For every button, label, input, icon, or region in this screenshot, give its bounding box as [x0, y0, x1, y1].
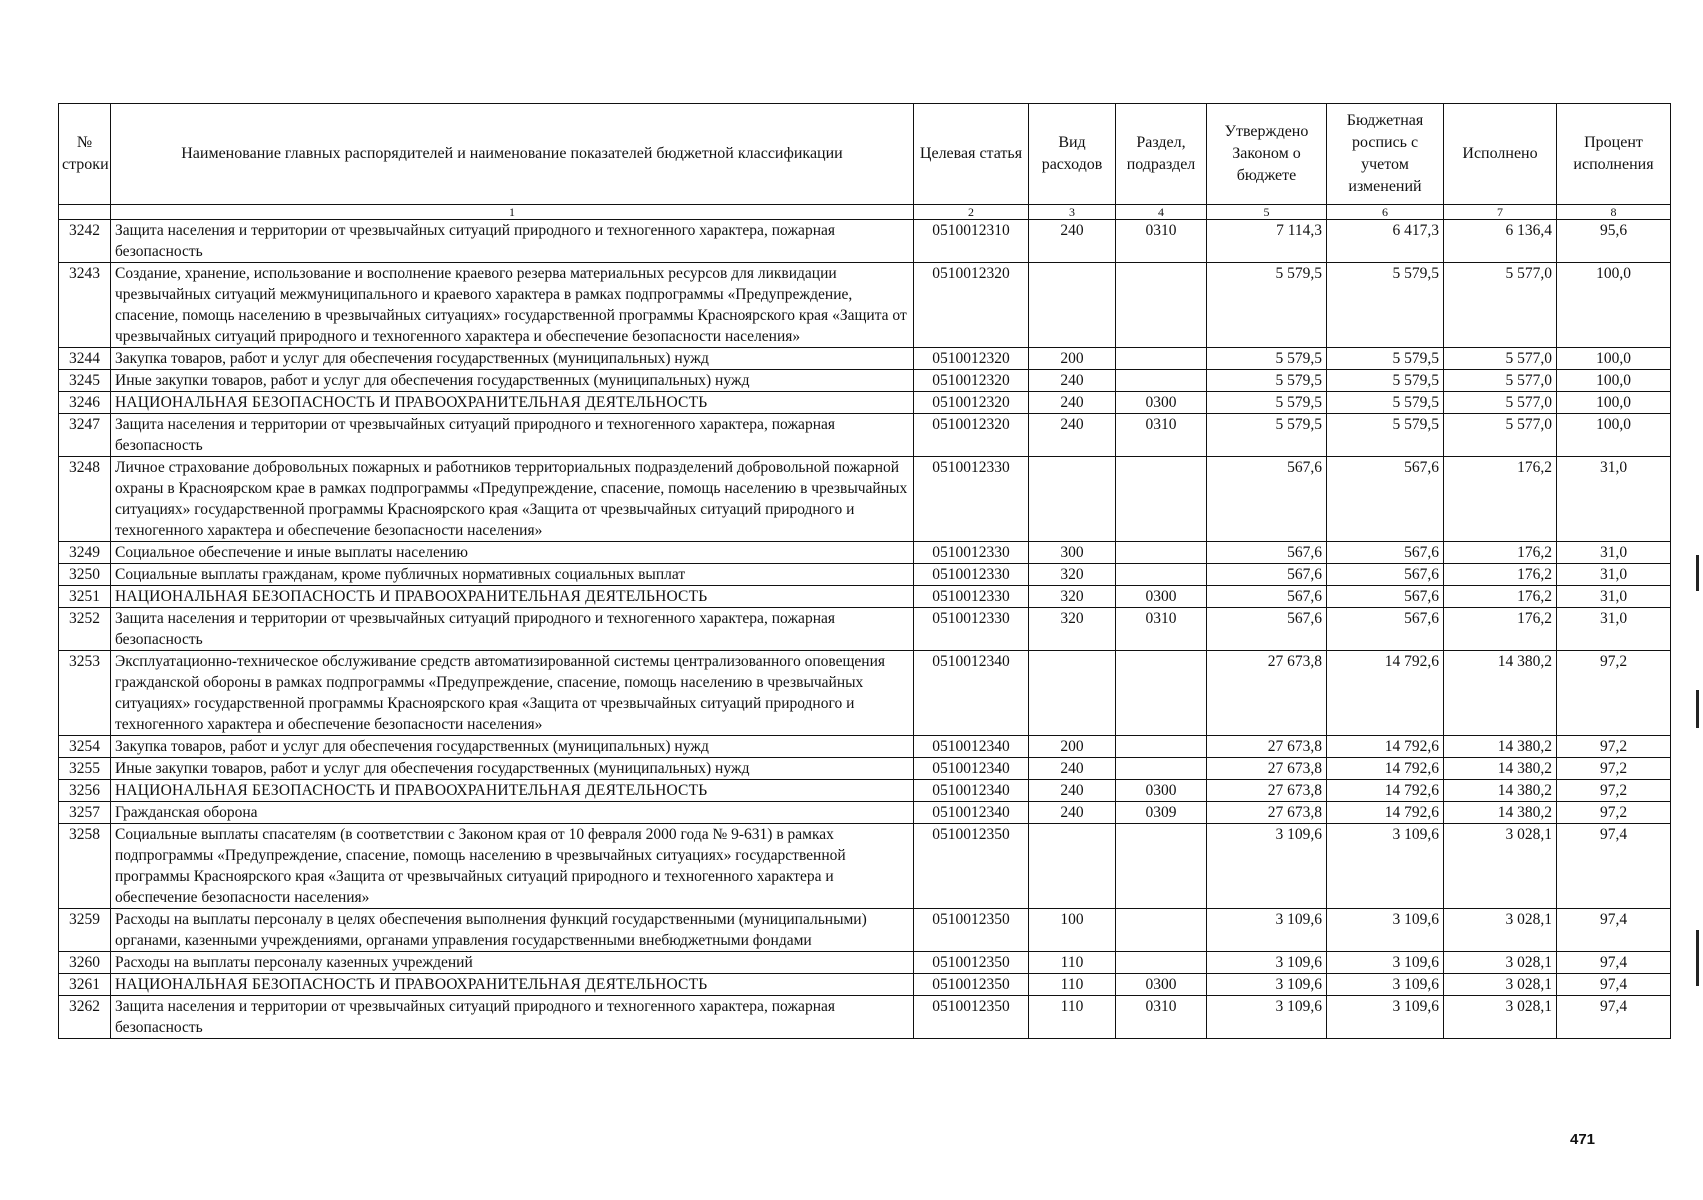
executed-amount: 3 028,1 — [1444, 909, 1557, 952]
table-row — [59, 370, 1671, 392]
row-number: 3244 — [59, 348, 111, 370]
indicator-name: НАЦИОНАЛЬНАЯ БЕЗОПАСНОСТЬ И ПРАВООХРАНИТЕЛЬНАЯ ДЕЯТЕЛЬНОСТЬ — [111, 974, 914, 996]
section-code — [1116, 736, 1207, 758]
target-article: 0510012330 — [914, 457, 1029, 542]
budget-amount: 3 109,6 — [1327, 974, 1444, 996]
section-code — [1116, 952, 1207, 974]
table-row — [59, 780, 1671, 802]
execution-percent: 31,0 — [1557, 608, 1671, 651]
scan-edge-mark — [1696, 690, 1699, 728]
section-code — [1116, 457, 1207, 542]
row-number: 3254 — [59, 736, 111, 758]
row-number: 3243 — [59, 263, 111, 348]
indicator-name: Защита населения и территории от чрезвычайных ситуаций природного и техногенного характера, пожарная безопасность — [111, 608, 914, 651]
header-section: Раздел, подраздел — [1116, 104, 1207, 205]
budget-amount: 567,6 — [1327, 457, 1444, 542]
column-number-row — [59, 205, 1671, 220]
expense-type: 240 — [1029, 758, 1116, 780]
target-article: 0510012350 — [914, 996, 1029, 1039]
approved-amount: 567,6 — [1207, 457, 1327, 542]
section-code: 0310 — [1116, 414, 1207, 457]
column-number: 4 — [1116, 205, 1207, 220]
execution-percent: 31,0 — [1557, 542, 1671, 564]
approved-amount: 5 579,5 — [1207, 263, 1327, 348]
approved-amount: 27 673,8 — [1207, 736, 1327, 758]
indicator-name: Расходы на выплаты персоналу казенных учреждений — [111, 952, 914, 974]
indicator-name: Иные закупки товаров, работ и услуг для обеспечения государственных (муниципальных) нужд — [111, 370, 914, 392]
approved-amount: 7 114,3 — [1207, 220, 1327, 263]
approved-amount: 5 579,5 — [1207, 392, 1327, 414]
row-number: 3253 — [59, 651, 111, 736]
execution-percent: 97,4 — [1557, 824, 1671, 909]
expense-type: 320 — [1029, 608, 1116, 651]
executed-amount: 14 380,2 — [1444, 651, 1557, 736]
header-name: Наименование главных распорядителей и наименование показателей бюджетной классификации — [111, 104, 914, 205]
expense-type: 240 — [1029, 392, 1116, 414]
budget-amount: 5 579,5 — [1327, 392, 1444, 414]
executed-amount: 5 577,0 — [1444, 370, 1557, 392]
row-number: 3262 — [59, 996, 111, 1039]
section-code: 0309 — [1116, 802, 1207, 824]
target-article: 0510012320 — [914, 392, 1029, 414]
header-budget-schedule: Бюджетная роспись с учетом изменений — [1327, 104, 1444, 205]
budget-amount: 14 792,6 — [1327, 651, 1444, 736]
executed-amount: 176,2 — [1444, 542, 1557, 564]
budget-amount: 567,6 — [1327, 564, 1444, 586]
target-article: 0510012330 — [914, 542, 1029, 564]
header-executed: Исполнено — [1444, 104, 1557, 205]
execution-percent: 97,2 — [1557, 802, 1671, 824]
budget-amount: 3 109,6 — [1327, 996, 1444, 1039]
expense-type: 320 — [1029, 564, 1116, 586]
indicator-name: НАЦИОНАЛЬНАЯ БЕЗОПАСНОСТЬ И ПРАВООХРАНИТЕЛЬНАЯ ДЕЯТЕЛЬНОСТЬ — [111, 586, 914, 608]
table-row — [59, 542, 1671, 564]
indicator-name: Закупка товаров, работ и услуг для обеспечения государственных (муниципальных) нужд — [111, 348, 914, 370]
header-target-article: Целевая статья — [914, 104, 1029, 205]
row-number: 3247 — [59, 414, 111, 457]
target-article: 0510012320 — [914, 370, 1029, 392]
row-number: 3245 — [59, 370, 111, 392]
expense-type: 240 — [1029, 802, 1116, 824]
column-number: 6 — [1327, 205, 1444, 220]
section-code: 0300 — [1116, 974, 1207, 996]
expense-type: 240 — [1029, 370, 1116, 392]
execution-percent: 97,4 — [1557, 909, 1671, 952]
execution-percent: 100,0 — [1557, 370, 1671, 392]
executed-amount: 3 028,1 — [1444, 952, 1557, 974]
row-number: 3260 — [59, 952, 111, 974]
table-row — [59, 824, 1671, 909]
section-code — [1116, 370, 1207, 392]
executed-amount: 176,2 — [1444, 564, 1557, 586]
execution-percent: 97,2 — [1557, 758, 1671, 780]
executed-amount: 14 380,2 — [1444, 780, 1557, 802]
column-number — [59, 205, 111, 220]
indicator-name: Защита населения и территории от чрезвычайных ситуаций природного и техногенного характера, пожарная безопасность — [111, 996, 914, 1039]
table-row — [59, 802, 1671, 824]
expense-type: 300 — [1029, 542, 1116, 564]
expense-type: 110 — [1029, 996, 1116, 1039]
table-row — [59, 996, 1671, 1039]
page-number: 471 — [1570, 1131, 1596, 1148]
budget-amount: 567,6 — [1327, 608, 1444, 651]
row-number: 3246 — [59, 392, 111, 414]
indicator-name: Защита населения и территории от чрезвычайных ситуаций природного и техногенного характера, пожарная безопасность — [111, 414, 914, 457]
section-code — [1116, 542, 1207, 564]
table-body — [59, 220, 1671, 1039]
row-number: 3257 — [59, 802, 111, 824]
budget-amount: 5 579,5 — [1327, 414, 1444, 457]
table-row — [59, 952, 1671, 974]
expense-type: 320 — [1029, 586, 1116, 608]
indicator-name: Личное страхование добровольных пожарных и работников территориальных подразделений добровольной пожарной охраны в Красноярском крае в рамках подпрограммы «Предупреждение, спасение, помощь населению в чрезвычайных ситуациях» государственной программы Красноярского края «Защита от чрезвычайных ситуаций природного и техногенного характера и обеспечение безопасности населения» — [111, 457, 914, 542]
indicator-name: Иные закупки товаров, работ и услуг для обеспечения государственных (муниципальных) нужд — [111, 758, 914, 780]
column-number: 2 — [914, 205, 1029, 220]
section-code: 0310 — [1116, 220, 1207, 263]
indicator-name: Социальные выплаты спасателям (в соответствии с Законом края от 10 февраля 2000 года № 9-631) в рамках подпрограммы «Предупреждение, спасение, помощь населению в чрезвычайных ситуациях» государственной программы Красноярского края «Защита от чрезвычайных ситуаций природного и техногенного характера и обеспечение безопасности населения» — [111, 824, 914, 909]
table-row — [59, 564, 1671, 586]
table-row — [59, 586, 1671, 608]
table-row — [59, 392, 1671, 414]
executed-amount: 5 577,0 — [1444, 348, 1557, 370]
approved-amount: 3 109,6 — [1207, 909, 1327, 952]
indicator-name: Закупка товаров, работ и услуг для обеспечения государственных (муниципальных) нужд — [111, 736, 914, 758]
target-article: 0510012340 — [914, 802, 1029, 824]
budget-amount: 14 792,6 — [1327, 758, 1444, 780]
execution-percent: 31,0 — [1557, 564, 1671, 586]
expense-type: 240 — [1029, 220, 1116, 263]
header-approved: Утверждено Законом о бюджете — [1207, 104, 1327, 205]
expense-type: 240 — [1029, 780, 1116, 802]
table-header-row — [59, 104, 1671, 205]
execution-percent: 97,2 — [1557, 651, 1671, 736]
executed-amount: 3 028,1 — [1444, 974, 1557, 996]
executed-amount: 3 028,1 — [1444, 996, 1557, 1039]
approved-amount: 5 579,5 — [1207, 348, 1327, 370]
section-code: 0310 — [1116, 608, 1207, 651]
row-number: 3252 — [59, 608, 111, 651]
target-article: 0510012320 — [914, 414, 1029, 457]
approved-amount: 27 673,8 — [1207, 780, 1327, 802]
table-row — [59, 909, 1671, 952]
approved-amount: 5 579,5 — [1207, 370, 1327, 392]
approved-amount: 567,6 — [1207, 608, 1327, 651]
expense-type: 100 — [1029, 909, 1116, 952]
target-article: 0510012320 — [914, 263, 1029, 348]
section-code — [1116, 263, 1207, 348]
expense-type: 200 — [1029, 736, 1116, 758]
header-percent: Процент исполнения — [1557, 104, 1671, 205]
indicator-name: Социальные выплаты гражданам, кроме публичных нормативных социальных выплат — [111, 564, 914, 586]
budget-amount: 6 417,3 — [1327, 220, 1444, 263]
budget-amount: 14 792,6 — [1327, 802, 1444, 824]
executed-amount: 6 136,4 — [1444, 220, 1557, 263]
table-row — [59, 457, 1671, 542]
indicator-name: НАЦИОНАЛЬНАЯ БЕЗОПАСНОСТЬ И ПРАВООХРАНИТЕЛЬНАЯ ДЕЯТЕЛЬНОСТЬ — [111, 392, 914, 414]
indicator-name: Защита населения и территории от чрезвычайных ситуаций природного и техногенного характера, пожарная безопасность — [111, 220, 914, 263]
section-code — [1116, 348, 1207, 370]
approved-amount: 567,6 — [1207, 542, 1327, 564]
row-number: 3258 — [59, 824, 111, 909]
execution-percent: 97,2 — [1557, 780, 1671, 802]
budget-amount: 567,6 — [1327, 586, 1444, 608]
target-article: 0510012340 — [914, 780, 1029, 802]
row-number: 3259 — [59, 909, 111, 952]
table-row — [59, 263, 1671, 348]
column-number: 3 — [1029, 205, 1116, 220]
target-article: 0510012330 — [914, 564, 1029, 586]
section-code: 0300 — [1116, 586, 1207, 608]
column-number: 1 — [111, 205, 914, 220]
section-code — [1116, 909, 1207, 952]
table-row — [59, 651, 1671, 736]
section-code: 0310 — [1116, 996, 1207, 1039]
approved-amount: 567,6 — [1207, 564, 1327, 586]
target-article: 0510012320 — [914, 348, 1029, 370]
executed-amount: 5 577,0 — [1444, 392, 1557, 414]
table-row — [59, 758, 1671, 780]
target-article: 0510012350 — [914, 974, 1029, 996]
target-article: 0510012340 — [914, 651, 1029, 736]
row-number: 3256 — [59, 780, 111, 802]
executed-amount: 176,2 — [1444, 586, 1557, 608]
target-article: 0510012310 — [914, 220, 1029, 263]
approved-amount: 27 673,8 — [1207, 802, 1327, 824]
table-row — [59, 220, 1671, 263]
budget-amount: 14 792,6 — [1327, 780, 1444, 802]
target-article: 0510012340 — [914, 758, 1029, 780]
budget-amount: 5 579,5 — [1327, 370, 1444, 392]
executed-amount: 14 380,2 — [1444, 736, 1557, 758]
scan-edge-mark — [1696, 930, 1699, 986]
row-number: 3255 — [59, 758, 111, 780]
section-code — [1116, 824, 1207, 909]
target-article: 0510012350 — [914, 909, 1029, 952]
execution-percent: 97,4 — [1557, 952, 1671, 974]
expense-type: 200 — [1029, 348, 1116, 370]
budget-amount: 3 109,6 — [1327, 909, 1444, 952]
expense-type — [1029, 651, 1116, 736]
target-article: 0510012350 — [914, 952, 1029, 974]
execution-percent: 97,4 — [1557, 996, 1671, 1039]
target-article: 0510012340 — [914, 736, 1029, 758]
indicator-name: Эксплуатационно-техническое обслуживание средств автоматизированной системы централизованного оповещения гражданской обороны в рамках подпрограммы «Предупреждение, спасение, помощь населению в чрезвычайных ситуациях» государственной программы Красноярского края «Защита от чрезвычайных ситуаций природного и техногенного характера и обеспечение безопасности населения» — [111, 651, 914, 736]
row-number: 3248 — [59, 457, 111, 542]
execution-percent: 31,0 — [1557, 586, 1671, 608]
executed-amount: 176,2 — [1444, 457, 1557, 542]
budget-amount: 3 109,6 — [1327, 952, 1444, 974]
row-number: 3249 — [59, 542, 111, 564]
section-code: 0300 — [1116, 780, 1207, 802]
approved-amount: 3 109,6 — [1207, 952, 1327, 974]
header-row-number: № строки — [59, 104, 111, 205]
executed-amount: 14 380,2 — [1444, 802, 1557, 824]
indicator-name: Социальное обеспечение и иные выплаты населению — [111, 542, 914, 564]
indicator-name: Создание, хранение, использование и восполнение краевого резерва материальных ресурсов для ликвидации чрезвычайных ситуаций межмуниципального и краевого характера в рамках подпрограммы «Предупреждение, спасение, помощь населению в чрезвычайных ситуациях» государственной программы Красноярского края «Защита от чрезвычайных ситуаций природного и техногенного характера и обеспечение безопасности населения» — [111, 263, 914, 348]
section-code — [1116, 564, 1207, 586]
executed-amount: 3 028,1 — [1444, 824, 1557, 909]
column-number: 5 — [1207, 205, 1327, 220]
expense-type — [1029, 263, 1116, 348]
execution-percent: 100,0 — [1557, 348, 1671, 370]
execution-percent: 100,0 — [1557, 263, 1671, 348]
row-number: 3242 — [59, 220, 111, 263]
row-number: 3261 — [59, 974, 111, 996]
table-row — [59, 608, 1671, 651]
column-number: 8 — [1557, 205, 1671, 220]
section-code: 0300 — [1116, 392, 1207, 414]
approved-amount: 567,6 — [1207, 586, 1327, 608]
indicator-name: Расходы на выплаты персоналу в целях обеспечения выполнения функций государственными (муниципальными) органами, казенными учреждениями, органами управления государственными внебюджетными фондами — [111, 909, 914, 952]
section-code — [1116, 758, 1207, 780]
executed-amount: 176,2 — [1444, 608, 1557, 651]
table-row — [59, 974, 1671, 996]
executed-amount: 5 577,0 — [1444, 263, 1557, 348]
executed-amount: 5 577,0 — [1444, 414, 1557, 457]
row-number: 3251 — [59, 586, 111, 608]
expense-type: 110 — [1029, 974, 1116, 996]
row-number: 3250 — [59, 564, 111, 586]
target-article: 0510012350 — [914, 824, 1029, 909]
execution-percent: 100,0 — [1557, 392, 1671, 414]
expense-type: 110 — [1029, 952, 1116, 974]
execution-percent: 95,6 — [1557, 220, 1671, 263]
expense-type — [1029, 457, 1116, 542]
budget-amount: 567,6 — [1327, 542, 1444, 564]
approved-amount: 3 109,6 — [1207, 824, 1327, 909]
approved-amount: 27 673,8 — [1207, 651, 1327, 736]
header-expense-type: Вид расходов — [1029, 104, 1116, 205]
scan-edge-mark — [1696, 555, 1699, 591]
approved-amount: 5 579,5 — [1207, 414, 1327, 457]
budget-execution-table — [58, 103, 1671, 1039]
execution-percent: 97,4 — [1557, 974, 1671, 996]
target-article: 0510012330 — [914, 586, 1029, 608]
approved-amount: 27 673,8 — [1207, 758, 1327, 780]
indicator-name: Гражданская оборона — [111, 802, 914, 824]
target-article: 0510012330 — [914, 608, 1029, 651]
budget-amount: 5 579,5 — [1327, 348, 1444, 370]
table-row — [59, 414, 1671, 457]
execution-percent: 97,2 — [1557, 736, 1671, 758]
approved-amount: 3 109,6 — [1207, 974, 1327, 996]
budget-amount: 3 109,6 — [1327, 824, 1444, 909]
budget-amount: 5 579,5 — [1327, 263, 1444, 348]
budget-amount: 14 792,6 — [1327, 736, 1444, 758]
execution-percent: 100,0 — [1557, 414, 1671, 457]
table-row — [59, 348, 1671, 370]
expense-type: 240 — [1029, 414, 1116, 457]
column-number: 7 — [1444, 205, 1557, 220]
execution-percent: 31,0 — [1557, 457, 1671, 542]
expense-type — [1029, 824, 1116, 909]
approved-amount: 3 109,6 — [1207, 996, 1327, 1039]
indicator-name: НАЦИОНАЛЬНАЯ БЕЗОПАСНОСТЬ И ПРАВООХРАНИТЕЛЬНАЯ ДЕЯТЕЛЬНОСТЬ — [111, 780, 914, 802]
section-code — [1116, 651, 1207, 736]
table-row — [59, 736, 1671, 758]
executed-amount: 14 380,2 — [1444, 758, 1557, 780]
